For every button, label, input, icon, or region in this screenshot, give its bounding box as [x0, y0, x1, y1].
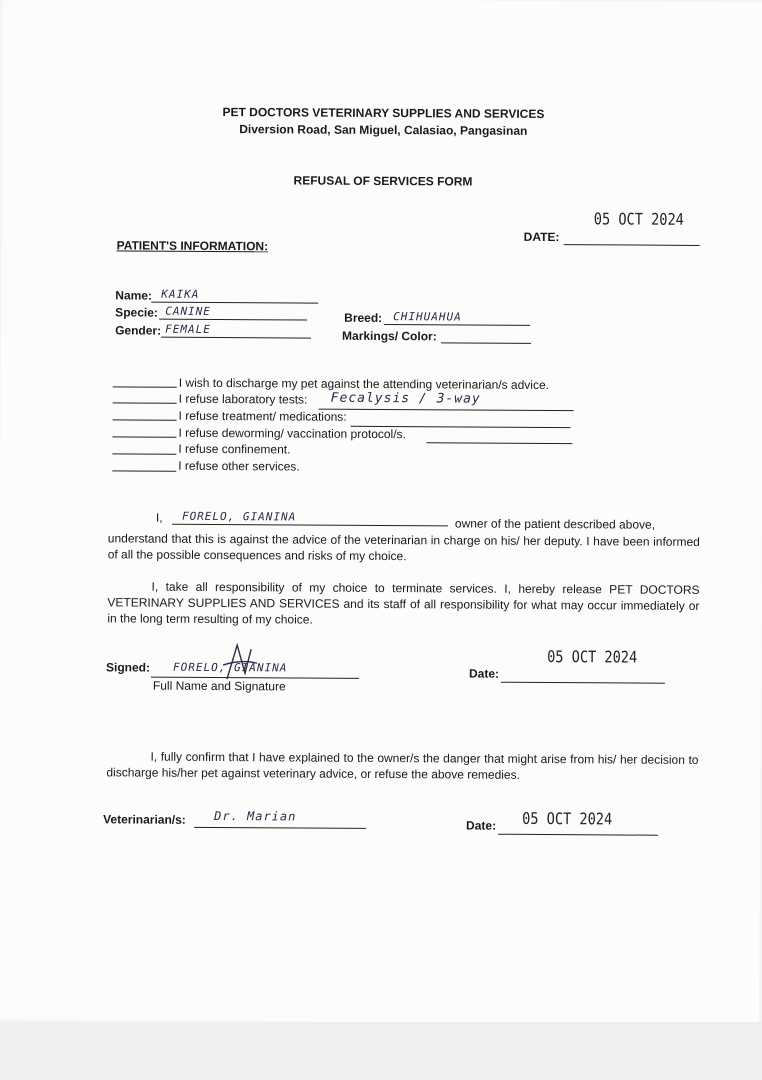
name-line[interactable] [151, 302, 318, 304]
veterinarian-value: Dr. Marian [214, 808, 297, 824]
signature-date-line[interactable] [501, 682, 665, 684]
signed-label: Signed: [105, 660, 151, 675]
confirmation-paragraph [106, 748, 698, 784]
statement-line1-rest: owner of the patient described above, [454, 516, 656, 532]
company-name: PET DOCTORS VETERINARY SUPPLIES AND SERVICES [222, 105, 545, 121]
gender-line[interactable] [161, 337, 311, 339]
statement-i-prefix: I, [155, 510, 163, 525]
refusal-deworming-line[interactable] [426, 442, 572, 444]
refusal-text-deworming: I refuse deworming/ vaccination protocol/s. [178, 425, 406, 442]
owner-name-value: FORELO, GIANINA [181, 509, 297, 524]
markings-line[interactable] [441, 342, 531, 344]
veterinarian-label: Veterinarian/s: [103, 812, 186, 827]
gender-label: Gender: [115, 323, 162, 338]
veterinarian-line[interactable] [194, 827, 366, 829]
company-address: Diversion Road, San Miguel, Calasiao, Pangasinan [239, 122, 528, 138]
confirmation-paragraph-text: I, fully confirm that I have explained to the owner/s the danger that might arise from his/ her decision to discharge his/her pet against veterinary advice, or refuse the above remedies. [106, 749, 699, 782]
refusal-lab-line[interactable] [319, 409, 574, 412]
signed-value: FORELO, GIANINA [173, 660, 288, 675]
date-line-top[interactable] [564, 244, 700, 246]
date-label-top: DATE: [523, 229, 560, 245]
signature-date-stamp: 05 OCT 2024 [547, 647, 638, 667]
signature-date-label: Date: [468, 666, 500, 681]
refusal-blank-deworming[interactable] [112, 436, 176, 437]
species-label: Specie: [115, 305, 158, 320]
refusal-text-other: I refuse other services. [178, 458, 300, 474]
refusal-text-treatment: I refuse treatment/ medications: [178, 408, 347, 424]
veterinarian-date-label: Date: [466, 818, 497, 833]
signature-caption: Full Name and Signature [152, 678, 286, 694]
refusal-lab-value: Fecalysis / 3-way [330, 390, 481, 407]
refusal-text-discharge: I wish to discharge my pet against the attending veterinarian/s advice. [178, 375, 550, 393]
patient-section-title: PATIENT'S INFORMATION: [116, 238, 269, 254]
markings-label: Markings/ Color: [342, 328, 437, 344]
statement-paragraph-2-text: I, take all responsibility of my choice to terminate services. I, hereby release PET DOCTORS VETERINARY SUPPLIES AND SERVICES and its staff of all responsibility for what may occur immediately or in the long term resulting of my choice. [107, 579, 700, 627]
statement-paragraph-2 [107, 578, 699, 630]
refusal-text-confinement: I refuse confinement. [178, 441, 291, 457]
breed-value: CHIHUAHUA [393, 310, 462, 324]
owner-name-line[interactable] [172, 524, 448, 527]
date-stamp-top: 05 OCT 2024 [593, 209, 684, 229]
veterinarian-date-stamp: 05 OCT 2024 [522, 808, 613, 829]
name-label: Name: [115, 288, 153, 303]
veterinarian-date-line[interactable] [498, 834, 658, 836]
form-title: REFUSAL OF SERVICES FORM [293, 173, 473, 189]
breed-line[interactable] [384, 324, 530, 326]
refusal-blank-other[interactable] [112, 470, 176, 471]
refusal-blank-confinement[interactable] [112, 453, 176, 454]
species-value: CANINE [165, 304, 212, 318]
species-line[interactable] [159, 319, 307, 321]
name-value: KAIKA [161, 287, 200, 301]
refusal-blank-lab[interactable] [113, 402, 177, 403]
scan-bottom-edge [0, 1022, 762, 1080]
breed-label: Breed: [344, 310, 383, 326]
refusal-blank-treatment[interactable] [113, 419, 177, 420]
statement-continuation: understand that this is against the advice of the veterinarian in charge on his/ her deputy. I have been informed of all the possible consequences and risks of my choice. [107, 531, 700, 564]
refusal-text-lab: I refuse laboratory tests: [178, 391, 308, 407]
gender-value: FEMALE [165, 322, 211, 336]
refusal-blank-discharge[interactable] [113, 386, 177, 387]
